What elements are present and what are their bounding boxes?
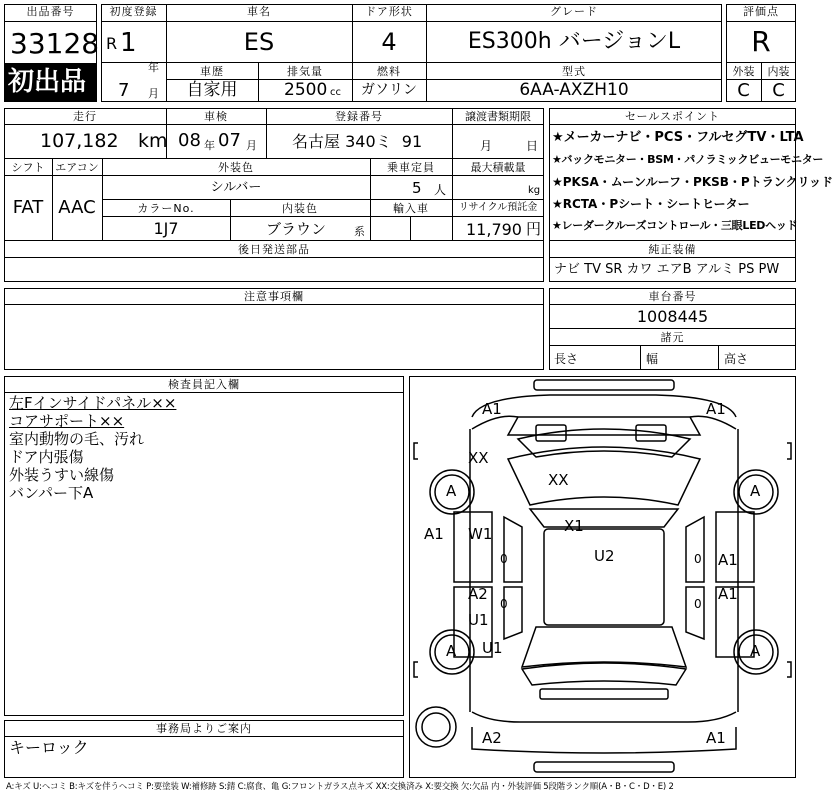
- first-reg-month: 7: [118, 80, 130, 101]
- mark-rear-bumper-left: A2: [482, 729, 502, 747]
- interior-grade-label: 内装: [767, 65, 790, 78]
- displacement-value: 2500: [284, 80, 328, 100]
- year-unit: 年: [148, 61, 159, 74]
- sales-point-2: ★バックモニター・BSM・パノラミックビューモニター: [552, 153, 824, 166]
- mileage-value: 107,182: [40, 130, 119, 152]
- mileage-unit: km: [138, 130, 168, 152]
- mark-door-rr: A1: [718, 585, 738, 603]
- inspector-line-5: 外装うすい線傷: [9, 466, 115, 484]
- inspector-line-4: ドア内張傷: [9, 448, 84, 466]
- mark-door-rl-u: U1: [468, 611, 489, 629]
- first-reg-year: 1: [120, 28, 137, 58]
- interior-color-label: 内装色: [282, 202, 318, 215]
- sales-points-label: セールスポイント: [624, 110, 720, 123]
- mark-roof: X1: [564, 517, 584, 535]
- exterior-color-label: 外装色: [218, 161, 254, 174]
- interior-grade: C: [772, 80, 785, 101]
- inspection-month: 07: [218, 130, 241, 151]
- car-name-label: 車名: [247, 5, 271, 18]
- dims-width: 幅: [646, 352, 659, 366]
- lot-label: 出品番号: [26, 5, 75, 18]
- inspector-line-3: 室内動物の毛、汚れ: [9, 430, 145, 448]
- office-label: 事務局よりご案内: [156, 722, 252, 735]
- capacity-label: 乗車定員: [387, 161, 435, 174]
- mark-door-rl-a: A2: [468, 585, 488, 603]
- first-reg-label: 初度登録: [109, 5, 158, 18]
- equipment-label: 純正装備: [648, 243, 697, 256]
- mark-fender-left: A1: [424, 525, 444, 543]
- capacity-value: 5: [412, 179, 422, 197]
- inspector-label: 検査員記入欄: [168, 378, 240, 391]
- mark-tire-rr: A: [750, 642, 761, 660]
- first-reg-era: R: [106, 34, 118, 53]
- office-value: キーロック: [9, 738, 89, 757]
- mark-tire-rl: A: [446, 642, 457, 660]
- doors-value: 4: [381, 28, 397, 56]
- max-load-label: 最大積載量: [470, 161, 526, 174]
- chassis-number: 1008445: [636, 307, 709, 326]
- capacity-unit: 人: [434, 183, 447, 197]
- equipment-value: ナビ TV SR カワ エアB アルミ PS PW: [554, 262, 780, 277]
- dims-label: 諸元: [660, 331, 685, 344]
- score-value: R: [751, 25, 771, 58]
- mark-tire-fr: A: [750, 482, 761, 500]
- plate-value: 名古屋 340ミ 91: [292, 132, 423, 151]
- car-diagram: [409, 376, 796, 778]
- chassis-label: 車台番号: [648, 290, 697, 303]
- inspection-year: 08: [178, 130, 201, 151]
- mark-door-fr-zero: 0: [694, 552, 702, 566]
- score-label: 評価点: [743, 5, 779, 18]
- exterior-color-value: シルバー: [210, 180, 262, 195]
- model-label: 型式: [562, 65, 586, 78]
- mark-door-rl-zero: 0: [500, 597, 508, 611]
- inspection-month-unit: 月: [246, 139, 257, 152]
- sales-point-4: ★RCTA・Pシート・シートヒーター: [552, 197, 750, 211]
- aircon-label: エアコン: [55, 161, 99, 174]
- fuel-value: ガソリン: [361, 82, 417, 98]
- history-label: 車歴: [200, 65, 224, 78]
- car-name: ES: [243, 28, 275, 56]
- aircon-value: AAC: [58, 197, 96, 218]
- sales-point-1: ★メーカーナビ・PCS・フルセグTV・LTA: [552, 130, 804, 145]
- exterior-grade-label: 外装: [732, 65, 755, 78]
- mark-front-left: A1: [482, 400, 502, 418]
- mark-hood-center: XX: [548, 471, 569, 489]
- history-value: 自家用: [186, 80, 238, 100]
- later-parts-label: 後日発送部品: [238, 243, 310, 256]
- dims-height: 高さ: [724, 352, 749, 366]
- grade-value: ES300h バージョンL: [467, 29, 681, 54]
- mark-door-fl: W1: [468, 525, 493, 543]
- mark-roof-center: U2: [594, 547, 615, 565]
- mark-door-fr: A1: [718, 551, 738, 569]
- shift-value: FAT: [12, 197, 44, 218]
- import-label: 輸入車: [393, 202, 429, 215]
- plate-label: 登録番号: [335, 110, 383, 123]
- recycle-value: 11,790: [466, 220, 522, 239]
- inspection-label: 車検: [204, 110, 228, 123]
- exterior-grade: C: [737, 80, 750, 101]
- dims-length: 長さ: [554, 352, 579, 366]
- interior-color-value: ブラウン: [266, 220, 327, 238]
- mark-rear-left: U1: [482, 639, 503, 657]
- max-load-unit: kg: [528, 185, 541, 196]
- recycle-unit: 円: [526, 220, 542, 238]
- notes-label: 注意事項欄: [244, 290, 304, 303]
- color-no-value: 1J7: [153, 219, 179, 238]
- legend-text: A:キズ U:ヘコミ B:キズを伴うヘコミ P:要塗装 W:補修跡 S:錆 C:腐食、亀 G:フロントガラス点キズ XX:交換済み X:要交換 欠:欠品 内・外装評価 5段階ランク順(A・B・C・D・E) 2: [6, 782, 674, 792]
- recycle-label: リサイクル預託金: [458, 202, 538, 213]
- sales-point-3: ★PKSA・ムーンルーフ・PKSB・Pトランクリッド: [552, 175, 833, 189]
- mark-front-right: A1: [706, 400, 726, 418]
- mark-door-fl-zero: 0: [500, 552, 508, 566]
- lot-number: 33128: [10, 27, 100, 60]
- deadline-month-unit: 月: [480, 139, 493, 153]
- inspector-line-1: 左Fインサイドパネル××: [9, 394, 177, 412]
- shift-label: シフト: [11, 161, 45, 174]
- inspection-year-unit: 年: [204, 139, 215, 152]
- inspector-line-2: コアサポート××: [9, 412, 125, 430]
- interior-color-suffix: 系: [354, 225, 365, 238]
- car-diagram-drawing: [410, 377, 795, 777]
- transfer-deadline-label: 譲渡書類期限: [465, 110, 531, 123]
- mark-rear-bumper-right: A1: [706, 729, 726, 747]
- color-no-label: カラーNo.: [137, 202, 195, 215]
- sales-point-5: ★レーダークルーズコントロール・三眼LEDヘッド: [552, 219, 798, 232]
- displacement-label: 排気量: [287, 65, 323, 78]
- deadline-day-unit: 日: [526, 139, 539, 153]
- doors-label: ドア形状: [365, 5, 413, 18]
- fuel-label: 燃料: [377, 65, 401, 78]
- mark-tire-fl: A: [446, 482, 457, 500]
- model-value: 6AA-AXZH10: [519, 80, 629, 100]
- first-listing-text: 初出品: [8, 67, 87, 97]
- displacement-unit: cc: [330, 87, 341, 98]
- month-unit: 月: [148, 87, 159, 100]
- mark-door-rr-zero: 0: [694, 597, 702, 611]
- mark-hood-left: XX: [468, 449, 489, 467]
- mileage-label: 走行: [73, 110, 97, 123]
- grade-label: グレード: [550, 5, 598, 18]
- inspector-line-6: バンパー下A: [9, 484, 94, 502]
